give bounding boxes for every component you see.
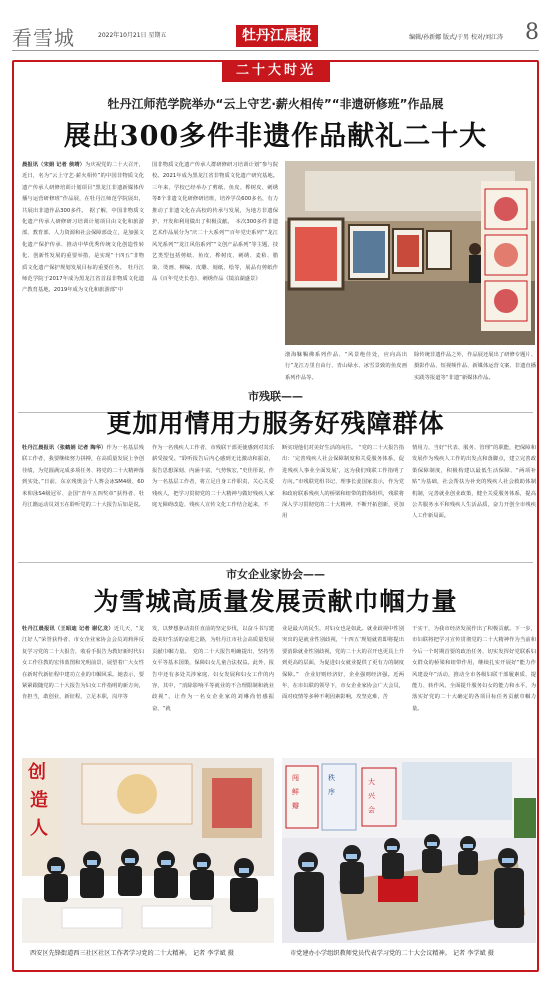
photo2-word-5: 序 <box>328 788 335 796</box>
article1-col3-text: 渤海靺鞨佛系列作品、“风景绝佳处，应向高出行”龙江万里自由行、青山绿水、冰雪景致的鱼皮画系列作品等。 <box>285 352 407 381</box>
article3-col2-text: 发，以梦想驱动责任直前的坚定步伐，以奋斗书写建设美好生活的奋进之路，为牡丹江市社会高质量发展贡献巾帼力量。 党的二十大报告明确提出，坚持男女平等基本国策，保障妇女儿童合法权益。此外，报告中还有多处关涉家庭、妇女发展和妇女工作的内容，其中，“消除影响平等就业的不合理限制和就业歧视”，让作为一名女企业家的刘琳尚倍感振奋，“就 <box>152 626 274 712</box>
community-workers-illustration <box>22 758 274 943</box>
article2-col2-text: 作为一名残疾人工作者，市残联干部更使感到对其乐薪受接受。“聆听报告后内心感到无比激动和振奋，报告思想深刻、内涵丰富，气势恢宏，”史佳彤说，作为一名基层工作者，将立足自身工作职责，关心关爱残疾人，把学习贯彻党的二十大精神与做好残疾人家庭无障碍改造、残疾人宣传文化工作结合起来，不 <box>152 445 274 509</box>
article3-column-2 <box>152 624 274 752</box>
article1-exhibition-photo <box>285 161 535 345</box>
article2-pretitle: 市残联—— <box>248 390 303 403</box>
photo2-word-2: 鲜 <box>292 788 299 796</box>
article3-column-4 <box>412 624 536 752</box>
article3-column-3 <box>282 624 404 752</box>
article2-col4-text: 情用力，当好“代表、服务、管理”的职能，把保障和发展作为残疾人工作的出发点和落脚点，建立完善政策保障制度，积极构建以最低生活保障、“两项补贴”为基础，社会帮扶为补充的残疾人社会救助体制机制，完善就业创业政策，健全关爱服务体系，提高公共服务水平和残疾人生活品质，奋力开创全市残疾人工作新局面。 <box>412 445 536 520</box>
photo1-word-2: 造 <box>30 790 48 811</box>
article3-pretitle: 市女企业家协会—— <box>226 568 325 581</box>
page-number: 8 <box>525 20 539 45</box>
teachers-study-photo <box>282 758 536 943</box>
photo2-word-8: 会 <box>368 806 375 814</box>
article2-divider <box>18 562 533 563</box>
article2-headline: 更加用情用力服务好残障群体 <box>106 409 445 438</box>
photo2-word-6: 大 <box>368 778 375 786</box>
article1-headline: 展出300多件非遗作品献礼二十大 <box>63 121 488 152</box>
issue-date: 2022年10月21日 星期五 <box>98 32 167 39</box>
exhibition-photo-illustration <box>285 161 535 345</box>
article3-headline: 为雪城高质量发展贡献巾帼力量 <box>93 587 458 616</box>
article2-column-4 <box>412 443 536 558</box>
article1-column-2 <box>152 160 278 372</box>
article3-byline: 牡丹江晨报讯（王昭迪 记者 谢亿龙） <box>22 626 114 632</box>
photo2-word-3: 瓣 <box>292 802 299 810</box>
article2-column-2 <box>152 443 274 558</box>
article2-column-1 <box>22 443 144 558</box>
article3-column-1 <box>22 624 144 752</box>
newspaper-brand: 牡丹江晨报 <box>236 25 318 47</box>
teachers-study-illustration <box>282 758 536 943</box>
article1-byline: 晨报讯（宋娟 记者 侯靖） <box>22 162 85 168</box>
editor-credits: 编辑/孙新娜 版式/于男 校对/刘江涛 <box>409 34 503 41</box>
article3-col1-text: 近几天，“龙江好人”荣誉获得者、市女企业家协会会员刘莉萍反复学习党的二十大报告，收看手报告为教好新时代妇女工作往教的宏伟蓝图和光明前景，展望着广大女性在新时代新征程中建功立业的巾帼风采。她表示，要紧紧跟随党的二十大报告为妇女工作指明的新方向，肯担当，敢创业，新征程，立足本职，岗序等 <box>22 626 144 701</box>
article1-col1-text: 为庆祝党的二十大召开，近日，名为“云上守艺·薪火相传”的中国非物质文化遗产传承人研修培训计划项目“黑龙江非遗新媒体传播与运营研修班”作品展，在牡丹江师范学院展出，共展出非遗作品300多件。 据了解，中国非物质文化遗产传承人研修研习培训计划项目由文化和旅游部、教育部、人力资源和社会保障部设立，是加强文化遗产保护传承、推动中华优秀传统文化创造性转化、创新性发展的重要举措，是实现“十四五”非物质文化遗产保护规划发展目标的重要任务。 牡丹江师范学院于2017年成为黑龙江省首届非物质文化遗产教育基地，2019年成为文化和旅游部“中 <box>22 162 144 294</box>
photo1-word-3: 人 <box>30 818 48 839</box>
article1-col2-text: 国非物质文化遗产传承人群研修研习培训计划”参与院校。2021年成为黑龙江省非物质文化遗产研究基地。三年来，学校已经举办了剪纸、鱼皮、桦树皮、刺绣等8个非遗文化研修研培班，培养学员600多名，有力推动了非遗文化在高校的传承与发展，为地方非遗保护、开发和利用做出了积极贡献。 本次300多件非遗艺术作品展分为“庆二十大系列”“百年党史系列”“龙江风光系列”“龙江风俗系列”“文创产品系列”等主题，技艺类型包括剪纸、鱼皮、桦树皮、刺绣、麦秸、腊染、烫画、柳编、皮雕、刻纸、绘等，展品有剪纸作品《百年党史长卷》、刺绣作品《镜泊湖盛景》 <box>152 162 278 283</box>
photo1-word-1: 创 <box>28 762 46 783</box>
photo2-word-7: 兴 <box>368 792 375 800</box>
community-workers-photo <box>22 758 274 943</box>
article2-col3-text: 断实现他们对美好生活的向往。 “党的二十大报告指出：‘完善残疾人社会保障制度和关爱服务体系，促进残疾人事业全面发展’，这为我们残联工作指明了方向。”市残联党组书记、理事长姜国家表示，作为党和政府联系残疾人的桥梁和纽带的群体组织，残联将深入学习贯彻党的二十大精神，不断开拓创新，更加用 <box>282 445 404 520</box>
article1-subtitle: 牡丹江师范学院举办“云上守艺·薪火相传”“非遗研修班”作品展 <box>107 97 444 111</box>
column-banner: 二十大时光 <box>222 60 330 82</box>
left-photo-caption: 西安区先锋街道西三社区社区工作者学习党的二十大精神。 记者 李学斌 摄 <box>30 950 234 957</box>
article2-column-3 <box>282 443 404 558</box>
article2-byline: 牡丹江晨报讯（张鹤娟 记者 陶华） <box>22 445 107 451</box>
article3-col3-text: 业是最大的民生，对妇女也是如此。就业歧视中性别突出的是就业性别歧视，‘十四五’规划就着即将提出要消除就业性别歧视，党的二十大的召开也更具上升到更高的层面，为促进妇女就业提供了更有力的制度保障。” 企业好则经济好，企业强则经济强。近两年，在市妇联的领导下，市女企业家协会广大会员，面对疫情等多种不利因素影响，攻坚克难，苦 <box>282 626 404 701</box>
article3-col4-text: 干实干，为我市经济发展作出了积极贡献。下一步，市妇联将把学习宣传贯彻党的二十大精神作为当前和今后一个时期首要的政治任务，切实发挥好党联系妇女群众的桥梁和纽带作用，继续扎实开展好“能力作风建设年”活动，推动全市各级妇联干部履素质、提能力、转作风，全面提升服务妇女的能力和水平，为落实好党的二十大确定的各项目标任务贡献巾帼力量。 <box>412 626 536 712</box>
article2-col1-text: 作为一名基层残联工作者，我要继续努力拼搏，在高质量发展上争创佳绩，为党圆满完成多项任务、将党的二十大精神落到实处。”日前，东京残奥会个人赛会冰SM4级、60米仰泳S4级冠军、金国“青年五四奖章”获得者、牡丹江籍运动员刘玉在聆听党的二十大报告后如是说。 <box>22 445 144 509</box>
section-name: 看雪城 <box>12 26 75 50</box>
photo2-word-4: 秩 <box>328 774 335 782</box>
article1-col4-text: 除传统非遗作品之外，作品展还展出了研修专题片、摄影作品、短视频作品、新媒体运营文案、非遗直播实践等报道等“非遗”新媒体作品。 <box>414 352 536 381</box>
article1-column-1 <box>22 160 144 360</box>
right-photo-caption: 市党建办小学组织教师党员代表学习党的二十大会议精神。 记者 李学斌 摄 <box>290 950 494 957</box>
photo2-word-1: 闯 <box>292 774 299 782</box>
header-rule <box>12 50 539 51</box>
